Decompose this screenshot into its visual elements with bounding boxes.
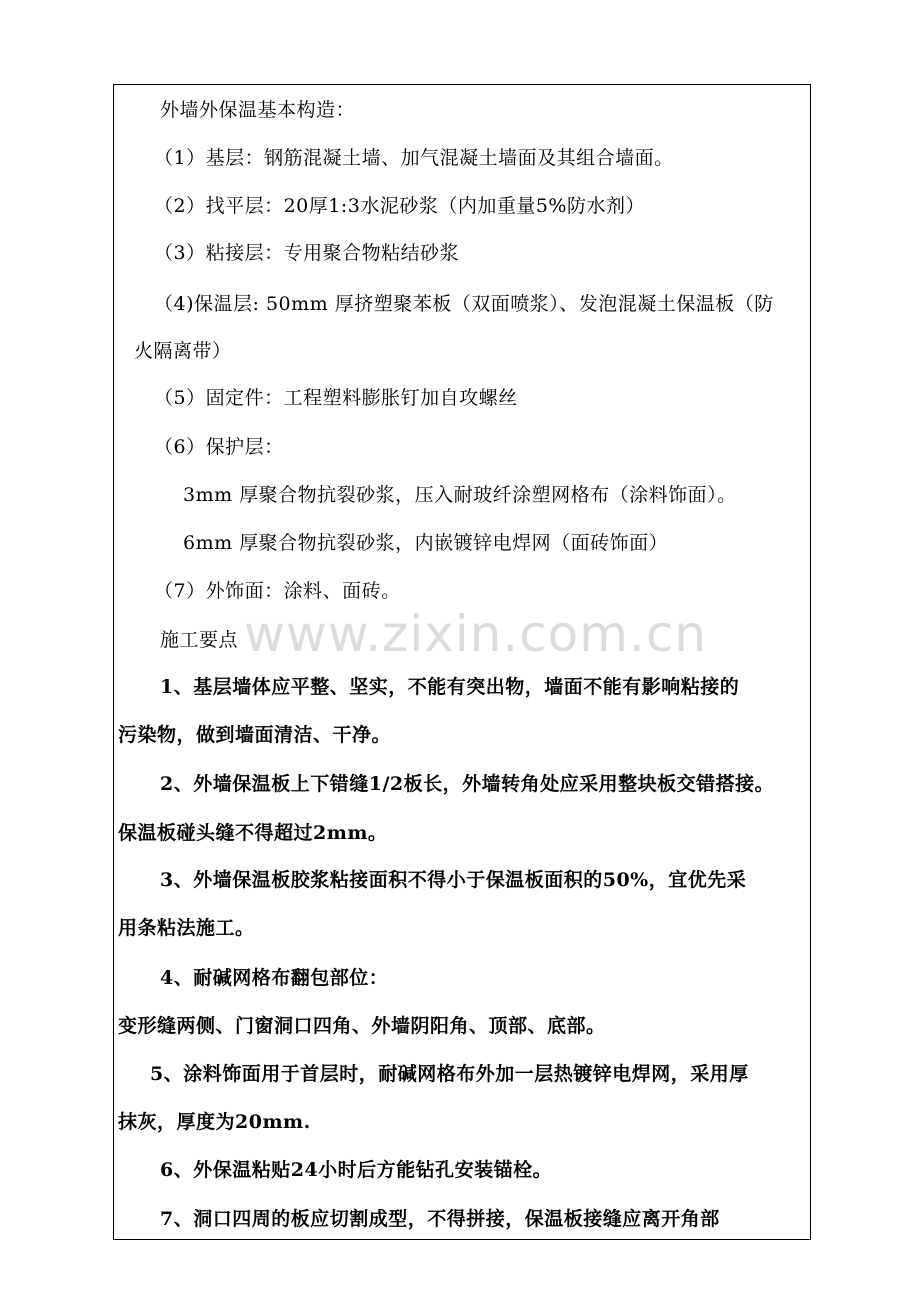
watermark: www.zixin.com.cn bbox=[244, 605, 708, 663]
structure-line-6a: 3mm 厚聚合物抗裂砂浆，压入耐玻纤涂塑网格布（涂料饰面）。 bbox=[183, 484, 737, 506]
structure-line-5: （5）固定件：工程塑料膨胀钉加自攻螺丝 bbox=[154, 387, 518, 409]
structure-line-3: （3）粘接层：专用聚合物粘结砂浆 bbox=[154, 242, 460, 264]
point-4-line-1: 4、耐碱网格布翻包部位： bbox=[160, 967, 389, 989]
structure-line-4: （4)保温层: 50mm 厚挤塑聚苯板（双面喷浆）、发泡混凝土保温板（防 bbox=[154, 293, 774, 315]
point-2-line-2: 保温板碰头缝不得超过2mm。 bbox=[118, 822, 388, 844]
point-5-line-2: 抹灰，厚度为20mm. bbox=[118, 1111, 311, 1133]
structure-line-7: （7）外饰面：涂料、面砖。 bbox=[154, 580, 401, 602]
point-1-line-1: 1、基层墙体应平整、坚实，不能有突出物，墙面不能有影响粘接的 bbox=[160, 676, 740, 698]
document-frame bbox=[113, 84, 811, 1240]
point-4-line-2: 变形缝两侧、门窗洞口四角、外墙阴阳角、顶部、底部。 bbox=[118, 1015, 606, 1037]
point-3-line-1: 3、外墙保温板胶浆粘接面积不得小于保温板面积的50%，宜优先采 bbox=[160, 869, 747, 891]
point-1-line-2: 污染物，做到墙面清洁、干净。 bbox=[118, 724, 392, 746]
structure-line-2: （2）找平层：20厚1:3水泥砂浆（内加重量5%防水剂） bbox=[154, 195, 645, 217]
point-7-line-1: 7、洞口四周的板应切割成型，不得拼接，保温板接缝应离开角部 bbox=[160, 1208, 720, 1230]
point-5-line-1: 5、涂料饰面用于首层时，耐碱网格布外加一层热镀锌电焊网，采用厚 bbox=[150, 1063, 749, 1085]
structure-line-6b: 6mm 厚聚合物抗裂砂浆，内嵌镀锌电焊网（面砖饰面） bbox=[183, 532, 669, 554]
section-title: 施工要点 bbox=[160, 629, 239, 651]
structure-line-1: （1）基层：钢筋混凝土墙、加气混凝土墙面及其组合墙面。 bbox=[154, 147, 674, 169]
point-3-line-2: 用条粘法施工。 bbox=[118, 917, 255, 939]
structure-line-6: （6）保护层： bbox=[154, 436, 284, 458]
point-2-line-1: 2、外墙保温板上下错缝1/2板长，外墙转角处应采用整块板交错搭接。 bbox=[160, 773, 775, 795]
section-heading: 外墙外保温基本构造： bbox=[160, 99, 356, 121]
point-6: 6、外保温粘贴24小时后方能钻孔安装锚栓。 bbox=[160, 1159, 553, 1181]
structure-line-4-cont: 火隔离带） bbox=[134, 340, 232, 362]
